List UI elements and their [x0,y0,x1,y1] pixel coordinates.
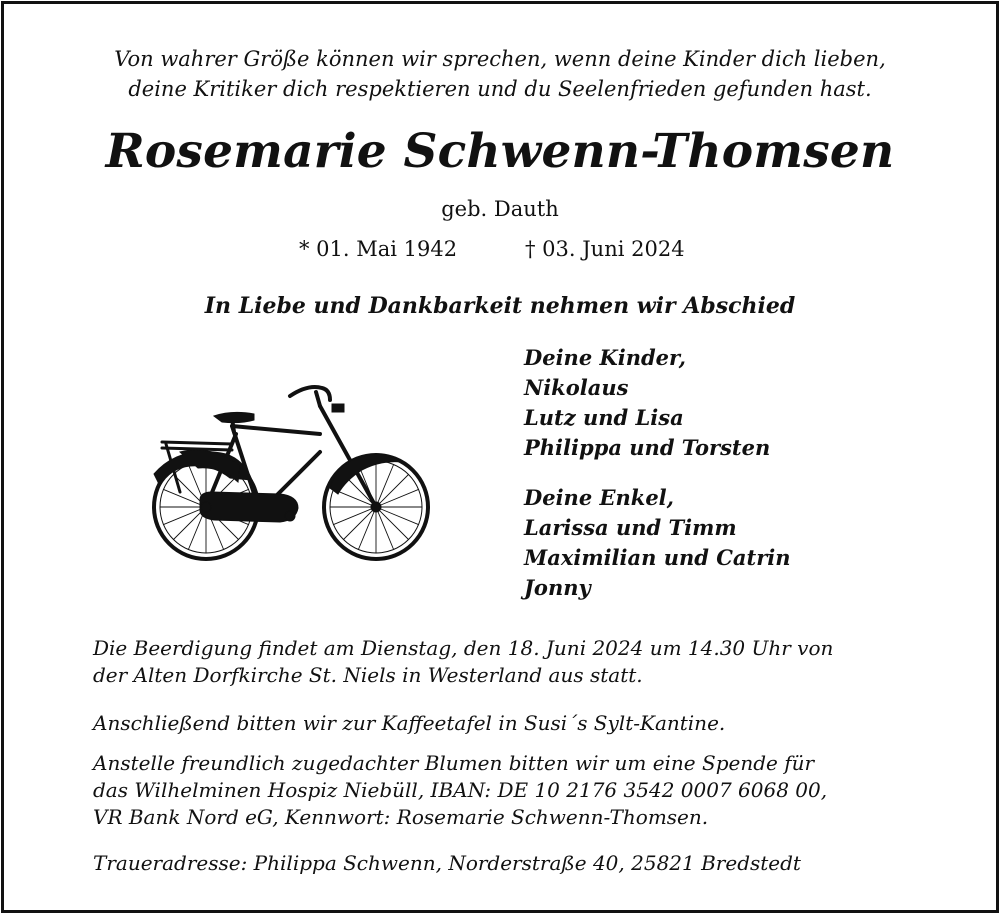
text-line: Die Beerdigung findet am Dienstag, den 18. Juni 2024 um 14.30 Uhr von [93,636,834,660]
farewell-line: In Liebe und Dankbarkeit nehmen wir Abschied [204,293,796,319]
children-list [524,343,770,463]
quote-line: deine Kritiker dich respektieren und du Seelenfrieden gefunden hast. [128,77,872,101]
list-item: Nikolaus [524,375,629,400]
list-item: Deine Enkel, [524,485,674,510]
list-item: Lutz und Lisa [524,405,684,430]
list-item: Philippa und Torsten [524,435,771,460]
list-item: Deine Kinder, [524,345,686,370]
list-item: Larissa und Timm [524,515,737,540]
text-line: VR Bank Nord eG, Kennwort: Rosemarie Schwenn-Thomsen. [93,805,709,829]
birth-name: geb. Dauth [441,197,559,221]
donation-info [93,750,827,831]
mourning-address: Traueradresse: Philippa Schwenn, Norderstraße 40, 25821 Bredstedt [93,851,801,875]
death-date: † 03. Juni 2024 [525,237,685,261]
text-line: Anstelle freundlich zugedachter Blumen bitten wir um eine Spende für [93,751,815,775]
opening-quote [4,44,996,104]
text-line: der Alten Dorfkirche St. Niels in Westerland aus statt. [93,663,643,687]
quote-line: Von wahrer Größe können wir sprechen, wenn deine Kinder dich lieben, [114,47,886,71]
birth-date: * 01. Mai 1942 [299,237,458,261]
text-line: das Wilhelminen Hospiz Niebüll, IBAN: DE 10 2176 3542 0007 6068 00, [93,778,828,802]
grandchildren-list [524,483,791,603]
coffee-info: Anschließend bitten wir zur Kaffeetafel in Susi´s Sylt-Kantine. [93,711,726,735]
deceased-name: Rosemarie Schwenn-Thomsen [105,124,895,179]
funeral-info [93,635,833,689]
bicycle-icon [140,374,436,564]
list-item: Jonny [524,575,591,600]
obituary-notice [1,1,999,913]
list-item: Maximilian und Catrin [524,545,791,570]
